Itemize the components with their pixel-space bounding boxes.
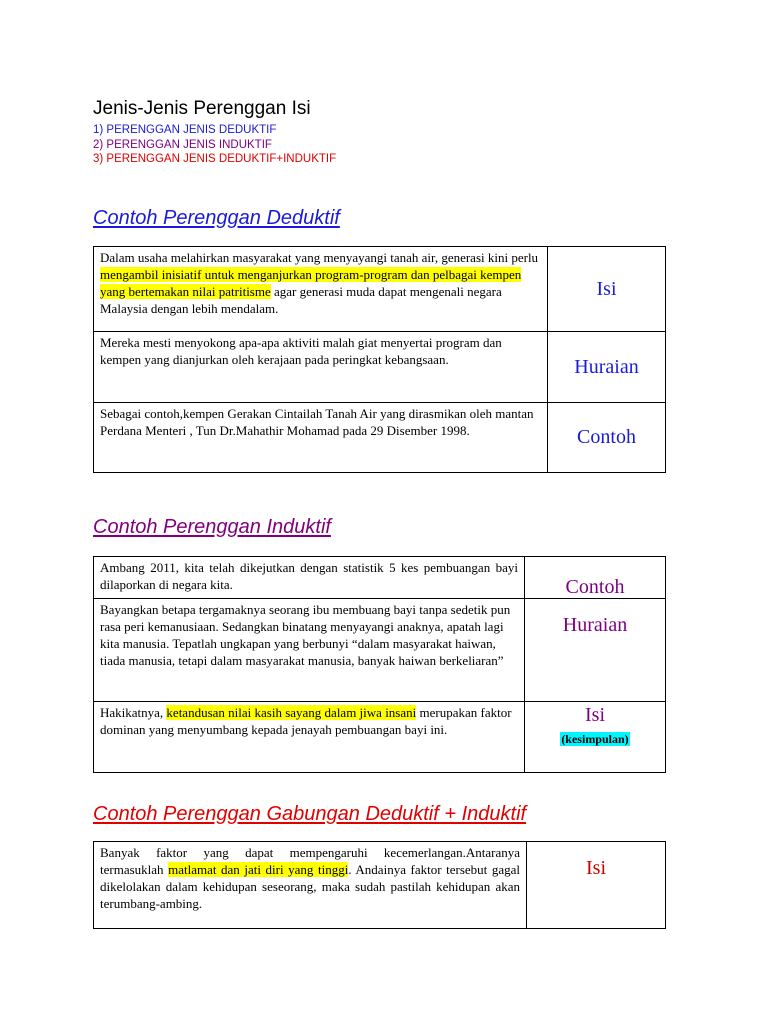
label-huraian: Huraian [525, 599, 666, 702]
type-item-induktif: 2) PERENGGAN JENIS INDUKTIF [93, 138, 272, 151]
page-title: Jenis-Jenis Perenggan Isi [93, 98, 311, 119]
label-huraian: Huraian [548, 332, 666, 403]
text-segment: merupakan faktor dominan yang menyumbang kepada jenayah pembuangan bayi ini. [100, 705, 512, 737]
table-deduktif [93, 246, 666, 473]
table-row [94, 702, 666, 773]
label-contoh: Contoh [548, 403, 666, 473]
heading-deduktif: Contoh Perenggan Deduktif [93, 207, 340, 229]
text-segment: agar generasi muda dapat mengenali negara Malaysia dengan lebih mendalam. [100, 284, 502, 316]
table-row [94, 332, 666, 403]
paragraph-cell: Mereka mesti menyokong apa-apa aktiviti malah giat menyertai program dan kempen yang dianjurkan oleh kerajaan pada peringkat kebangsaan. [94, 332, 548, 403]
paragraph-types-list [93, 123, 336, 167]
label-isi: Isi [527, 842, 666, 929]
type-item-deduktif: 1) PERENGGAN JENIS DEDUKTIF [93, 124, 277, 136]
text-segment: Banyak faktor yang dapat mempengaruhi kecemerlangan.Antaranya termasuklah [100, 845, 520, 877]
text-segment: Hakikatnya, [100, 705, 167, 720]
label-contoh: Contoh [525, 557, 666, 599]
paragraph-cell [94, 702, 525, 773]
table-gabungan [93, 841, 666, 929]
text-segment: Dalam usaha melahirkan masyarakat yang menyayangi tanah air, generasi kini perlu [100, 250, 539, 265]
heading-gabungan: Contoh Perenggan Gabungan Deduktif + Induktif [93, 803, 527, 825]
text-segment: . Andainya faktor tersebut gagal dikelolakan dalam kehidupan seseorang, maka sudah pastilah kehidupan akan terumbang-ambing. [100, 862, 520, 911]
paragraph-cell: Sebagai contoh,kempen Gerakan Cintailah Tanah Air yang dirasmikan oleh mantan Perdana Menteri , Tun Dr.Mahathir Mohamad pada 29 Disember 1998. [94, 403, 548, 473]
table-row [94, 842, 666, 929]
label-cell [525, 702, 666, 773]
type-item-gabungan: 3) PERENGGAN JENIS DEDUKTIF+INDUKTIF [93, 153, 337, 165]
paragraph-cell: Bayangkan betapa tergamaknya seorang ibu membuang bayi tanpa sedetik pun rasa peri kemanusiaan. Sedangkan binatang menyayangi anaknya, apatah lagi kita manusia. Tepatlah ungkapan yang berbunyi “dalam masyarakat haiwan, tiada manusia, tetapi dalam masyarakat manusia, banyak haiwan berkeliaran” [94, 599, 525, 702]
table-row [94, 403, 666, 473]
paragraph-cell [94, 247, 548, 332]
paragraph-cell [94, 842, 527, 929]
heading-induktif: Contoh Perenggan Induktif [93, 516, 331, 538]
paragraph-cell: Ambang 2011, kita telah dikejutkan dengan statistik 5 kes pembuangan bayi dilaporkan di negara kita. [94, 557, 525, 599]
label-kesimpulan: (kesimpulan) [561, 732, 629, 746]
highlighted-text: mengambil inisiatif untuk menganjurkan program-program dan pelbagai kempen yang bertemakan nilai patritisme [100, 267, 522, 299]
highlighted-text: ketandusan nilai kasih sayang dalam jiwa insani [166, 705, 417, 720]
label-isi: Isi [585, 704, 605, 726]
table-row [94, 247, 666, 332]
table-induktif [93, 556, 666, 773]
highlighted-text: matlamat dan jati diri yang tinggi [168, 862, 349, 877]
table-row [94, 599, 666, 702]
table-row [94, 557, 666, 599]
label-isi: Isi [548, 247, 666, 332]
